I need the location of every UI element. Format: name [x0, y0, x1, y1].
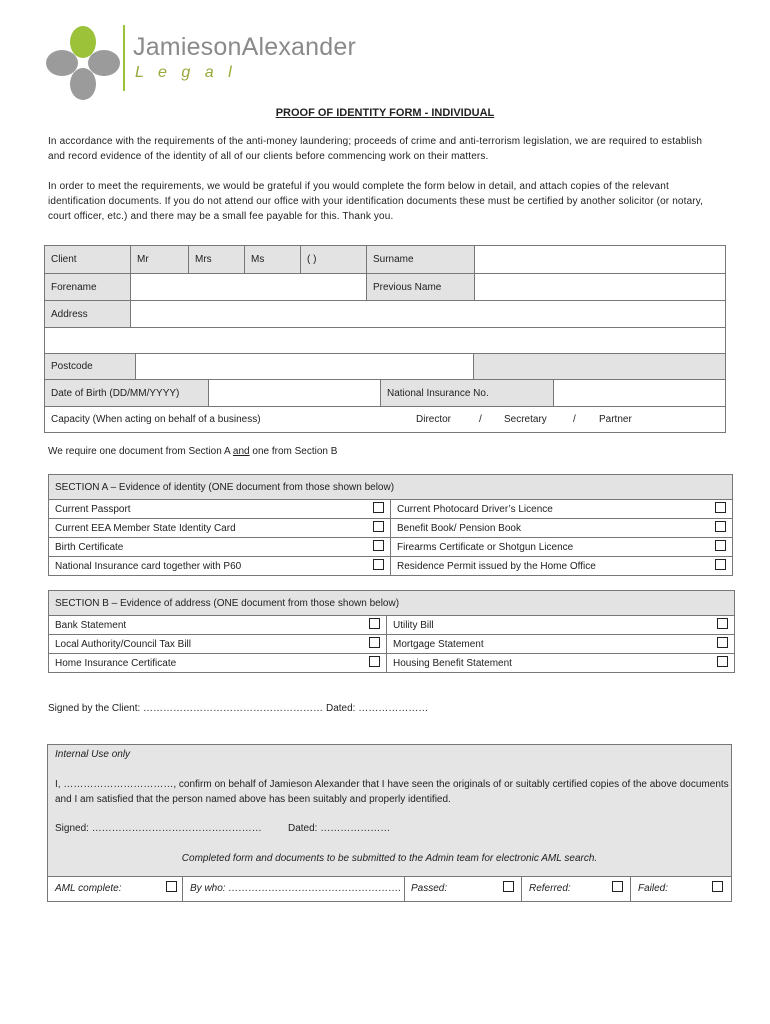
checkbox-icon	[373, 502, 384, 513]
divider	[630, 877, 631, 901]
checkbox-icon	[373, 559, 384, 570]
dob-field[interactable]	[209, 380, 381, 407]
internal-signed-line[interactable]: Signed: ……………………………………………	[55, 823, 262, 834]
require-text-and: and	[232, 446, 250, 457]
section-a-left-1: Current Passport	[49, 500, 349, 519]
forename-label: Forename	[45, 274, 131, 301]
section-b-left-3-checkbox[interactable]	[345, 654, 387, 673]
referred-label: Referred:	[529, 883, 571, 894]
logo-subtitle: L e g a l	[135, 64, 237, 81]
section-b-right-1-checkbox[interactable]	[701, 616, 735, 635]
section-b-left-1: Bank Statement	[49, 616, 345, 635]
capacity-slash-1: /	[479, 414, 482, 425]
checkbox-icon	[715, 559, 726, 570]
section-b-left-3: Home Insurance Certificate	[49, 654, 345, 673]
capacity-slash-2: /	[573, 414, 576, 425]
checkbox-icon	[373, 521, 384, 532]
section-a-header: SECTION A – Evidence of identity (ONE document from those shown below)	[49, 475, 733, 500]
section-a-right-1: Current Photocard Driver’s Licence	[391, 500, 699, 519]
previous-name-field[interactable]	[475, 274, 726, 301]
checkbox-icon	[369, 637, 380, 648]
company-logo	[35, 15, 365, 107]
title-mrs[interactable]: Mrs	[189, 246, 245, 274]
section-b-right-2: Mortgage Statement	[387, 635, 701, 654]
capacity-row	[44, 406, 726, 433]
address-field-2[interactable]	[45, 328, 726, 354]
require-text-pre: We require one document from Section A	[48, 446, 233, 457]
section-a-left-1-checkbox[interactable]	[349, 500, 391, 519]
by-who-line[interactable]: By who: …………………………………………….	[190, 883, 402, 894]
title-mr[interactable]: Mr	[131, 246, 189, 274]
address-field-1[interactable]	[131, 301, 726, 328]
section-a-table	[48, 474, 733, 576]
require-text-post: one from Section B	[249, 446, 338, 457]
section-b-header: SECTION B – Evidence of address (ONE document from those shown below)	[49, 591, 735, 616]
client-signature-line[interactable]: Signed by the Client: ………………………………………………	[48, 703, 324, 714]
internal-use-box	[47, 744, 732, 902]
checkbox-icon	[715, 521, 726, 532]
postcode-label: Postcode	[45, 354, 136, 380]
section-a-left-3: Birth Certificate	[49, 538, 349, 557]
checkbox-icon	[717, 656, 728, 667]
section-a-right-2: Benefit Book/ Pension Book	[391, 519, 699, 538]
logo-name: JamiesonAlexander	[133, 33, 356, 61]
ni-label: National Insurance No.	[381, 380, 554, 407]
failed-label: Failed:	[638, 883, 669, 894]
submission-note: Completed form and documents to be submitted to the Admin team for electronic AML search.	[181, 853, 598, 864]
capacity-cell	[45, 407, 726, 433]
section-a-right-2-checkbox[interactable]	[699, 519, 733, 538]
checkbox-icon	[715, 540, 726, 551]
divider	[182, 877, 183, 901]
surname-field[interactable]	[475, 246, 726, 274]
section-a-left-3-checkbox[interactable]	[349, 538, 391, 557]
section-a-left-4-checkbox[interactable]	[349, 557, 391, 576]
section-a-right-3-checkbox[interactable]	[699, 538, 733, 557]
section-a-right-4-checkbox[interactable]	[699, 557, 733, 576]
passed-checkbox[interactable]	[503, 881, 514, 892]
ni-field[interactable]	[554, 380, 726, 407]
capacity-director[interactable]: Director	[416, 414, 452, 425]
section-b-table	[48, 590, 735, 673]
title-ms[interactable]: Ms	[245, 246, 301, 274]
section-a-left-2-checkbox[interactable]	[349, 519, 391, 538]
section-a-left-4: National Insurance card together with P60	[49, 557, 349, 576]
client-details-table	[44, 245, 726, 274]
checkbox-icon	[369, 656, 380, 667]
clover-logo-icon	[43, 23, 123, 103]
postcode-field[interactable]	[136, 354, 474, 380]
postcode-row	[44, 353, 726, 380]
checkbox-icon	[373, 540, 384, 551]
section-a-right-4: Residence Permit issued by the Home Office	[391, 557, 699, 576]
forename-row	[44, 273, 726, 301]
capacity-label: Capacity (When acting on behalf of a business)	[51, 414, 261, 425]
title-other[interactable]: ( )	[301, 246, 367, 274]
require-instruction	[48, 446, 337, 457]
internal-dated-line[interactable]: Dated: …………………	[288, 823, 391, 834]
client-date-line[interactable]: Dated: …………………	[326, 703, 429, 714]
forename-field[interactable]	[131, 274, 367, 301]
capacity-partner[interactable]: Partner	[599, 414, 632, 425]
divider	[404, 877, 405, 901]
internal-confirm: I, ……………………………, confirm on behalf of Jamieson Alexander that I have seen the originals of or suitably certified copies of the above documents and I am satisfied that the person named above has been suitably and properly identified.	[55, 779, 729, 805]
aml-complete-label: AML complete:	[55, 883, 122, 894]
passed-label: Passed:	[411, 883, 448, 894]
postcode-blank	[474, 354, 726, 380]
section-b-left-1-checkbox[interactable]	[345, 616, 387, 635]
form-title: PROOF OF IDENTITY FORM - INDIVIDUAL	[275, 107, 495, 119]
checkbox-icon	[717, 637, 728, 648]
section-b-left-2-checkbox[interactable]	[345, 635, 387, 654]
intro-paragraph-2: In order to meet the requirements, we would be grateful if you would complete the form below in detail, and attach copies of the relevant identification documents. If you do not attend our office with your identification documents these must be certified by another solicitor (or notary, court officer, etc.) and there may be a small fee payable for this. Thank you.	[48, 181, 704, 222]
address-rows	[44, 300, 726, 354]
internal-heading: Internal Use only	[55, 749, 131, 760]
referred-checkbox[interactable]	[612, 881, 623, 892]
dob-label: Date of Birth (DD/MM/YYYY)	[45, 380, 209, 407]
section-b-right-1: Utility Bill	[387, 616, 701, 635]
checkbox-icon	[715, 502, 726, 513]
aml-complete-checkbox[interactable]	[166, 881, 177, 892]
previous-name-label: Previous Name	[367, 274, 475, 301]
section-b-right-3: Housing Benefit Statement	[387, 654, 701, 673]
section-b-left-2: Local Authority/Council Tax Bill	[49, 635, 345, 654]
failed-checkbox[interactable]	[712, 881, 723, 892]
capacity-secretary[interactable]: Secretary	[504, 414, 547, 425]
section-a-right-1-checkbox[interactable]	[699, 500, 733, 519]
surname-label: Surname	[367, 246, 475, 274]
section-b-right-2-checkbox[interactable]	[701, 635, 735, 654]
checkbox-icon	[369, 618, 380, 629]
address-label: Address	[45, 301, 131, 328]
section-b-right-3-checkbox[interactable]	[701, 654, 735, 673]
divider	[521, 877, 522, 901]
aml-row	[48, 876, 731, 901]
checkbox-icon	[717, 618, 728, 629]
section-a-left-2: Current EEA Member State Identity Card	[49, 519, 349, 538]
intro-paragraph-1: In accordance with the requirements of the anti-money laundering; proceeds of crime and anti-terrorism legislation, we are required to establish and record evidence of the identity of all of our clients before commencing work on their matters.	[48, 136, 703, 162]
section-a-right-3: Firearms Certificate or Shotgun Licence	[391, 538, 699, 557]
client-label: Client	[45, 246, 131, 274]
logo-divider	[123, 25, 125, 91]
dob-row	[44, 379, 726, 407]
